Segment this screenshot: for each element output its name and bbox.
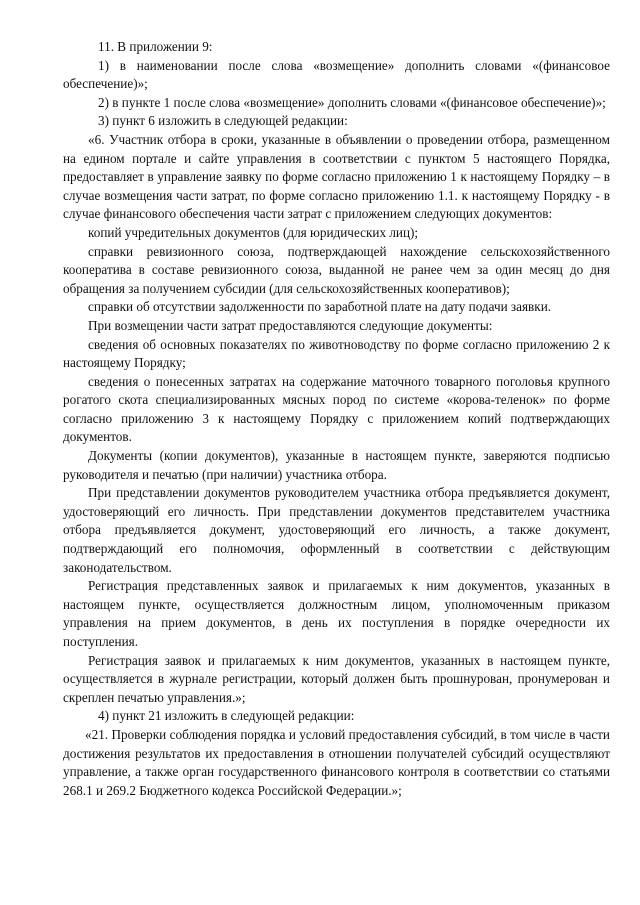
paragraph-clause-21: «21. Проверки соблюдения порядка и условий предоставления субсидий, в том числе в части достижения результатов их предоставления в отношении получателей субсидий осуществляют управление, а также орган государственного финансового контроля в соответствии со статьями 268.1 и 269.2 Бюджетного кодекса Российской Федерации.»; — [63, 726, 610, 798]
paragraph-registration-journal: Регистрация заявок и прилагаемых к ним документов, указанных в настоящем пункте, осуществляется в журнале регистрации, который должен быть прошнурован, пронумерован и скреплен печатью управления.»; — [63, 652, 610, 705]
paragraph-subitem-4: 4) пункт 21 изложить в следующей редакции: — [98, 708, 355, 724]
paragraph-item-11-heading: 11. В приложении 9: — [98, 39, 213, 54]
paragraph-subitem-2: 2) в пункте 1 после слова «возмещение» дополнить словами «(финансовое обеспечение)»; — [98, 94, 606, 110]
paragraph-registration-official: Регистрация представленных заявок и прилагаемых к ним документов, указанных в настоящем пункте, осуществляется должностным лицом, уполномоченным приказом управления на прием документов, в день их поступления в порядке очередности их поступления. — [63, 578, 610, 649]
paragraph-incurred-costs: сведения о понесенных затратах на содержание маточного товарного поголовья крупного рогатого скота специализированных мясных пород по системе «корова-теленок» по форме согласно приложению 3 к настоящему Порядку с приложением копий подтверждающих документов. — [63, 373, 610, 445]
document-body — [63, 38, 610, 800]
paragraph-subitem-3: 3) пункт 6 изложить в следующей редакции: — [98, 113, 348, 129]
paragraph-certification: Документы (копии документов), указанные в настоящем пункте, заверяются подписью руководителя и печатью (при наличии) участника отбора. — [63, 448, 610, 482]
paragraph-subitem-1: 1) в наименовании после слова «возмещение» дополнить словами «(финансовое обеспечение)»; — [63, 57, 610, 92]
paragraph-livestock-indicators: сведения об основных показателях по животноводству по форме согласно приложению 2 к настоящему Порядку; — [63, 336, 610, 371]
paragraph-reimbursement-documents: При возмещении части затрат предоставляются следующие документы: — [88, 317, 493, 333]
paragraph-audit-union-certificate: справки ревизионного союза, подтверждающей нахождение сельскохозяйственного кооператива в составе ревизионного союза, выданной не ранее чем за один месяц до дня обращения за получением субсидии (для сельскохозяйственных кооперативов); — [63, 243, 610, 296]
paragraph-clause-6: «6. Участник отбора в сроки, указанные в объявлении о проведении отбора, размещенном на едином портале и сайте управления в соответствии с пунктом 5 настоящего Порядка, предоставляет в управление заявку по форме согласно приложению 1 к настоящему Порядку – в случае возмещения части затрат, по форме согласно приложению 1.1. к настоящему Порядку - в случае финансового обеспечения части затрат с приложением следующих документов: — [63, 131, 610, 222]
paragraph-identity-documents: При представлении документов руководителем участника отбора предъявляется документ, удостоверяющий его личность. При представлении документов представителем участника отбора предъявляется документ, удостоверяющий его личность, а также документ, подтверждающий его полномочия, оформленный в соответствии с действующим законодательством. — [63, 485, 610, 575]
paragraph-no-wage-debt-certificate: справки об отсутствии задолженности по заработной плате на дату подачи заявки. — [88, 299, 552, 315]
paragraph-charter-copies: копий учредительных документов (для юридических лиц); — [88, 224, 419, 240]
